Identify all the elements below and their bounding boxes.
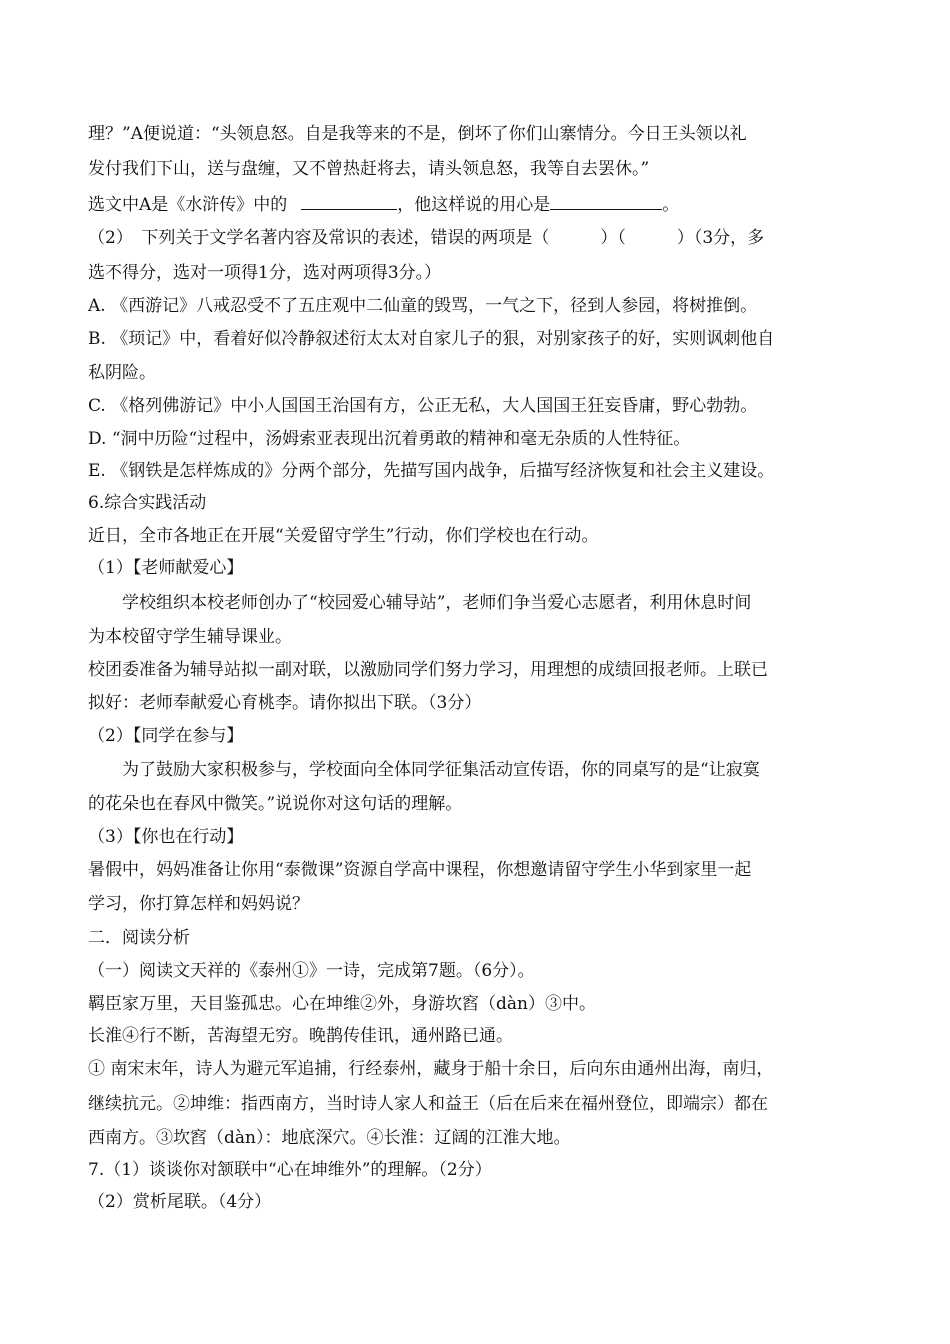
question-line: （2）赏析尾联。（4分） — [88, 1192, 272, 1212]
option-a: A. 《西游记》八戒忍受不了五庄观中二仙童的毁骂，一气之下，径到人参园，将树推倒。 — [88, 296, 758, 316]
text-line: 发付我们下山，送与盘缠，又不曾热赶将去，请头领息怒，我等自去罢休。” — [88, 159, 650, 179]
text-line: 校团委准备为辅导站拟一副对联，以激励同学们努力学习，用理想的成绩回报老师。上联已 — [88, 660, 768, 680]
text-line: 暑假中，妈妈准备让你用“泰微课”资源自学高中课程，你想邀请留守学生小华到家里一起 — [88, 860, 752, 880]
text-line: 选不得分，选对一项得1分，选对两项得3分。） — [88, 263, 442, 283]
question-prefix: 选文中A是《水浒传》中的 — [88, 195, 288, 215]
text-line: （一）阅读文天祥的《泰州①》一诗，完成第7题。（6分）。 — [88, 961, 535, 981]
subsection-heading: （2）【同学在参与】 — [88, 726, 244, 746]
text-line: 拟好：老师奉献爱心育桃李。请你拟出下联。（3分） — [88, 693, 482, 713]
text-line: （2） 下列关于文学名著内容及常识的表述，错误的两项是（ ）（ ）（3分，多 — [88, 228, 765, 248]
answer-blank-2[interactable] — [550, 193, 662, 210]
option-e: E. 《钢铁是怎样炼成的》分两个部分，先描写国内战争，后描写经济恢复和社会主义建设。 — [88, 461, 775, 481]
option-c: C. 《格列佛游记》中小人国国王治国有方，公正无私，大人国国王狂妄昏庸，野心勃勃。 — [88, 396, 758, 416]
answer-blank-1[interactable] — [301, 193, 397, 210]
subsection-heading: （3）【你也在行动】 — [88, 827, 244, 847]
text-line: 理？”A便说道：“头领息怒。自是我等来的不是，倒坏了你们山寨情分。今日王头领以礼 — [88, 124, 747, 144]
question-mid: ，他这样说的用心是 — [397, 195, 551, 215]
note-line: 继续抗元。②坤维：指西南方，当时诗人家人和益王（后在后来在福州登位，即端宗）都在 — [88, 1094, 768, 1114]
poem-line: 羁臣家万里，天目鉴孤忠。心在坤维②外，身游坎窞（dàn）③中。 — [88, 994, 596, 1014]
section-heading: 二．阅读分析 — [88, 928, 190, 948]
question-line: 7.（1）谈谈你对颔联中“心在坤维外”的理解。（2分） — [88, 1160, 492, 1180]
note-line: 西南方。③坎窞（dàn）：地底深穴。④长淮：辽阔的江淮大地。 — [88, 1128, 571, 1148]
text-line: 学习，你打算怎样和妈妈说？ — [88, 894, 309, 914]
subsection-heading: （1）【老师献爱心】 — [88, 558, 244, 578]
question-suffix: 。 — [662, 195, 680, 215]
question-line — [88, 193, 868, 216]
text-line: 学校组织本校老师创办了“校园爱心辅导站”，老师们争当爱心志愿者，利用休息时间 — [88, 593, 752, 613]
option-d: D. “洞中历险“过程中，汤姆索亚表现出沉着勇敢的精神和毫无杂质的人性特征。 — [88, 429, 691, 449]
option-b: B. 《顼记》中，看着好似冷静叙述衍太太对自家儿子的狠，对别家孩子的好，实则讽刺他自 — [88, 329, 775, 349]
text-line: 为本校留守学生辅导课业。 — [88, 627, 292, 647]
text-line: 私阴险。 — [88, 363, 156, 383]
text-line: 近日，全市各地正在开展“关爱留守学生”行动，你们学校也在行动。 — [88, 526, 599, 546]
section-heading: 6.综合实践活动 — [88, 493, 207, 513]
text-line: 为了鼓励大家积极参与，学校面向全体同学征集活动宣传语，你的同桌写的是“让寂寞 — [88, 760, 760, 780]
poem-line: 长淮④行不断，苦海望无穷。晚鹊传佳讯，通州路已通。 — [88, 1026, 513, 1046]
note-line: ① 南宋末年，诗人为避元军追捕，行经泰州，藏身于船十余日，后向东由通州出海，南归， — [88, 1059, 774, 1079]
text-line: 的花朵也在春风中微笑。”说说你对这句话的理解。 — [88, 794, 463, 814]
